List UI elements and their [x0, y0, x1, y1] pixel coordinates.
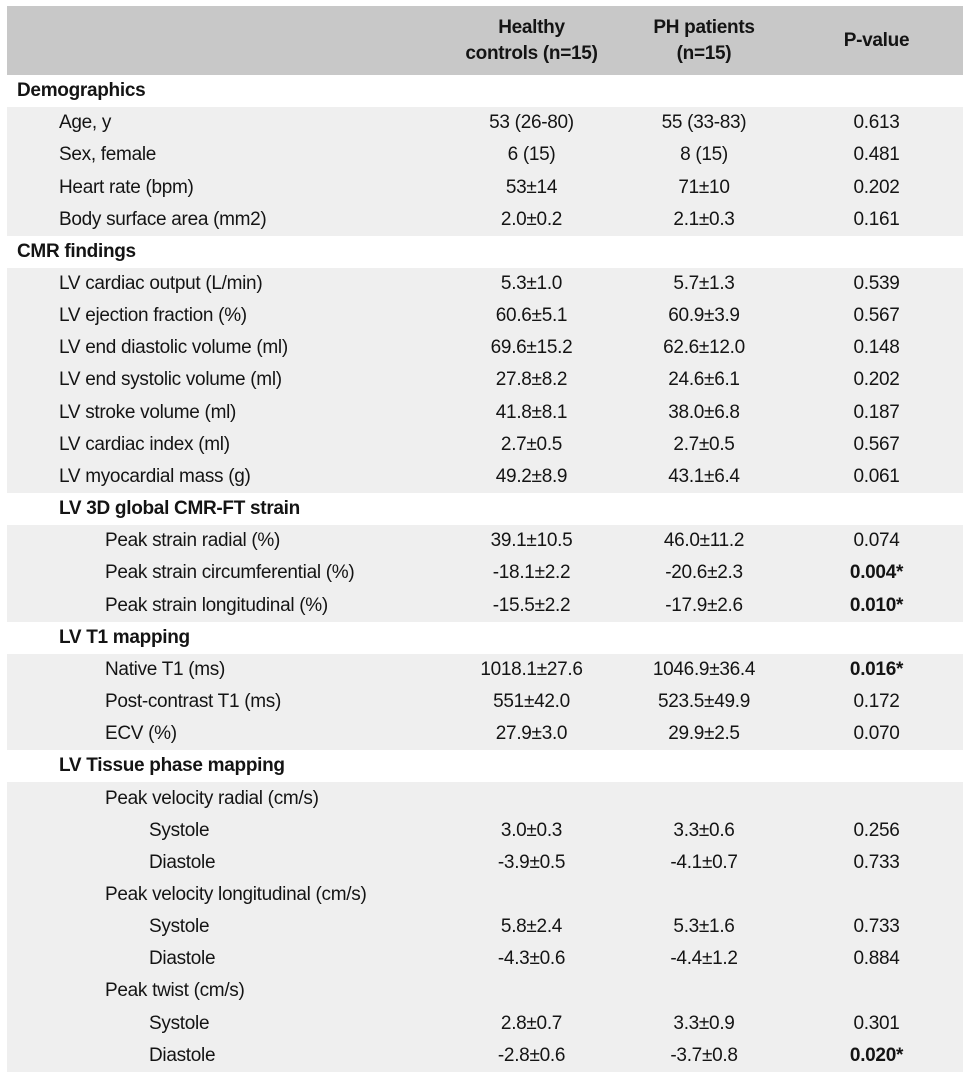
header-ph-patients — [618, 15, 790, 67]
table-row — [7, 268, 963, 300]
ph-patients-value: 5.3±1.6 — [673, 916, 735, 938]
p-value: 0.172 — [853, 691, 900, 713]
ph-patients-value: -4.1±0.7 — [670, 851, 738, 873]
ph-patients-value: 523.5±49.9 — [658, 691, 750, 713]
healthy-controls-value: 2.0±0.2 — [500, 208, 563, 230]
table-row — [7, 815, 963, 847]
ph-patients-value: 2.1±0.3 — [673, 208, 735, 230]
table-row — [7, 332, 963, 364]
table-row — [7, 943, 963, 975]
ph-patients-value: 8 (15) — [680, 144, 728, 166]
header-ph-line2: (n=15) — [676, 42, 732, 64]
healthy-controls-value: 1018.1±27.6 — [480, 658, 583, 680]
p-value: 0.016* — [849, 658, 904, 680]
row-label: Sex, female — [59, 144, 157, 166]
p-value: 0.481 — [853, 144, 900, 166]
healthy-controls-value: -18.1±2.2 — [492, 562, 571, 584]
row-label: LV end systolic volume (ml) — [59, 369, 282, 391]
p-value: 0.202 — [853, 369, 900, 391]
table-header-row — [7, 6, 963, 75]
p-value: 0.539 — [853, 273, 900, 295]
table-row — [7, 590, 963, 622]
row-label: Native T1 (ms) — [105, 658, 226, 680]
healthy-controls-value: 53 (26-80) — [489, 112, 574, 134]
row-label: Peak strain longitudinal (%) — [105, 594, 328, 616]
p-value: 0.004* — [849, 562, 904, 584]
table-row — [7, 300, 963, 332]
row-label: Diastole — [149, 1044, 216, 1066]
table-row — [7, 107, 963, 139]
row-label: LV stroke volume (ml) — [59, 401, 237, 423]
p-value: 0.567 — [853, 305, 900, 327]
row-label: Peak velocity longitudinal (cm/s) — [105, 883, 367, 905]
table-row — [7, 911, 963, 943]
row-label: LV Tissue phase mapping — [59, 755, 285, 777]
table-row — [7, 397, 963, 429]
section-header-row — [7, 493, 963, 525]
table-row — [7, 461, 963, 493]
row-label: LV cardiac output (L/min) — [59, 273, 263, 295]
healthy-controls-value: 53±14 — [505, 176, 558, 198]
ph-patients-value: 60.9±3.9 — [668, 305, 740, 327]
p-value: 0.567 — [853, 433, 900, 455]
p-value: 0.187 — [853, 401, 900, 423]
healthy-controls-value: 49.2±8.9 — [495, 465, 568, 487]
ph-patients-value: 43.1±6.4 — [668, 465, 740, 487]
healthy-controls-value: 2.8±0.7 — [500, 1012, 563, 1034]
row-label: Age, y — [59, 112, 112, 134]
row-label: LV T1 mapping — [59, 626, 190, 648]
healthy-controls-value: 39.1±10.5 — [490, 530, 573, 552]
ph-patients-value: 38.0±6.8 — [668, 401, 740, 423]
header-healthy-controls — [445, 15, 618, 67]
ph-patients-value: 29.9±2.5 — [668, 723, 740, 745]
table-row — [7, 975, 963, 1007]
p-value: 0.256 — [853, 819, 900, 841]
row-label: Diastole — [149, 851, 216, 873]
row-label: LV 3D global CMR-FT strain — [59, 498, 300, 520]
row-label: Systole — [149, 819, 210, 841]
row-label: Peak strain radial (%) — [105, 530, 281, 552]
p-value: 0.301 — [853, 1012, 900, 1034]
ph-patients-value: 3.3±0.6 — [673, 819, 735, 841]
header-healthy-line2: controls (n=15) — [465, 42, 598, 64]
healthy-controls-value: 3.0±0.3 — [500, 819, 563, 841]
row-label: Demographics — [17, 80, 146, 102]
p-value: 0.161 — [853, 208, 900, 230]
ph-patients-value: -20.6±2.3 — [665, 562, 743, 584]
ph-patients-value: 62.6±12.0 — [663, 337, 745, 359]
table-row — [7, 686, 963, 718]
ph-patients-value: 55 (33-83) — [661, 112, 747, 134]
ph-patients-value: -3.7±0.8 — [670, 1044, 738, 1066]
healthy-controls-value: 6 (15) — [507, 144, 556, 166]
healthy-controls-value: 5.8±2.4 — [500, 916, 563, 938]
ph-patients-value: 46.0±11.2 — [663, 530, 745, 552]
table-row — [7, 171, 963, 203]
table-row — [7, 139, 963, 171]
p-value: 0.613 — [853, 112, 900, 134]
table-row — [7, 654, 963, 686]
header-healthy-line1: Healthy — [498, 16, 565, 38]
row-label: LV ejection fraction (%) — [59, 305, 247, 327]
row-label: ECV (%) — [105, 723, 177, 745]
table-row — [7, 718, 963, 750]
row-label: Systole — [149, 1012, 210, 1034]
comparison-table — [7, 6, 963, 1072]
row-label: Post-contrast T1 (ms) — [105, 691, 282, 713]
p-value: 0.733 — [853, 916, 900, 938]
p-value: 0.148 — [853, 337, 900, 359]
table-row — [7, 1040, 963, 1072]
row-label: LV cardiac index (ml) — [59, 433, 230, 455]
p-value: 0.202 — [853, 176, 900, 198]
healthy-controls-value: 69.6±15.2 — [490, 337, 573, 359]
table-row — [7, 364, 963, 396]
p-value: 0.074 — [853, 530, 900, 552]
ph-patients-value: 3.3±0.9 — [673, 1012, 735, 1034]
table-body — [7, 75, 963, 1072]
healthy-controls-value: 27.8±8.2 — [495, 369, 568, 391]
ph-patients-value: 1046.9±36.4 — [652, 658, 756, 680]
table-row — [7, 429, 963, 461]
p-value: 0.733 — [853, 851, 900, 873]
section-header-row — [7, 236, 963, 268]
row-label: Systole — [149, 916, 210, 938]
healthy-controls-value: 60.6±5.1 — [495, 305, 568, 327]
table-row — [7, 204, 963, 236]
p-value: 0.010* — [849, 594, 904, 616]
p-value: 0.061 — [853, 465, 900, 487]
ph-patients-value: -17.9±2.6 — [665, 594, 743, 616]
section-header-row — [7, 622, 963, 654]
table-row — [7, 525, 963, 557]
table-row — [7, 879, 963, 911]
healthy-controls-value: 2.7±0.5 — [500, 433, 563, 455]
healthy-controls-value: -3.9±0.5 — [497, 851, 566, 873]
header-p-value: P-value — [843, 29, 910, 51]
healthy-controls-value: 27.9±3.0 — [495, 723, 568, 745]
healthy-controls-value: -4.3±0.6 — [497, 948, 566, 970]
healthy-controls-value: 5.3±1.0 — [500, 273, 563, 295]
row-label: Peak strain circumferential (%) — [105, 562, 355, 584]
ph-patients-value: 24.6±6.1 — [668, 369, 740, 391]
row-label: LV end diastolic volume (ml) — [59, 337, 288, 359]
healthy-controls-value: 551±42.0 — [493, 691, 570, 713]
section-header-row — [7, 75, 963, 107]
table-row — [7, 1008, 963, 1040]
p-value: 0.070 — [853, 723, 900, 745]
row-label: Body surface area (mm2) — [59, 208, 267, 230]
healthy-controls-value: -2.8±0.6 — [497, 1044, 566, 1066]
table-row — [7, 557, 963, 589]
p-value: 0.020* — [849, 1044, 904, 1066]
row-label: Peak velocity radial (cm/s) — [105, 787, 319, 809]
header-ph-line1: PH patients — [653, 16, 755, 38]
section-header-row — [7, 750, 963, 782]
ph-patients-value: 5.7±1.3 — [673, 273, 735, 295]
table-row — [7, 847, 963, 879]
p-value: 0.884 — [853, 948, 900, 970]
healthy-controls-value: -15.5±2.2 — [492, 594, 571, 616]
row-label: CMR findings — [17, 240, 136, 262]
ph-patients-value: 71±10 — [678, 176, 730, 198]
ph-patients-value: 2.7±0.5 — [673, 433, 735, 455]
healthy-controls-value: 41.8±8.1 — [495, 401, 568, 423]
ph-patients-value: -4.4±1.2 — [670, 948, 738, 970]
table-row — [7, 782, 963, 814]
row-label: Peak twist (cm/s) — [105, 980, 245, 1002]
row-label: Diastole — [149, 948, 216, 970]
row-label: Heart rate (bpm) — [59, 176, 194, 198]
row-label: LV myocardial mass (g) — [59, 465, 251, 487]
